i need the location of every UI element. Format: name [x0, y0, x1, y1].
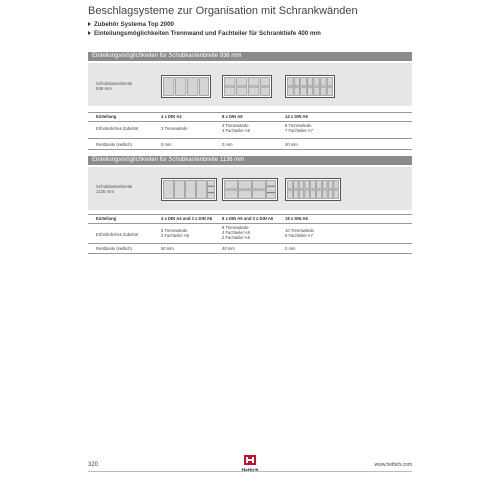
subtitle-1: [88, 21, 174, 28]
zubehoer-line: 8 Trennwände: [222, 225, 249, 230]
zubehoer-line: 7 Fachteiler A7: [285, 128, 313, 134]
subtitle-1-text: Zubehör Systema Top 2000: [94, 21, 175, 28]
section1-col2-einteilung: 8 x DIN A5: [222, 114, 243, 119]
section2-col3-einteilung: 18 x DIN A6: [285, 216, 308, 221]
section1-label-restbreite: Restbreite (seitlich): [96, 142, 132, 147]
drawer-diagram-4xA4: [161, 75, 211, 98]
section2-label-einteilung: Einteilung: [96, 216, 117, 221]
zubehoer-line: 3 Trennwände: [161, 126, 188, 131]
section1-divider: [88, 149, 412, 150]
svg-text:Hettich: Hettich: [241, 468, 259, 474]
section2-col1-einteilung: 4 x DIN A4 und 3 x DIN A6: [161, 216, 213, 221]
section2-divider: [88, 253, 412, 254]
drawer-diagram-14xA6: [285, 75, 335, 98]
drawer-label-line2: 936 mm: [96, 86, 112, 92]
drawer-label-line2: 1136 mm: [96, 189, 114, 195]
section2-col2-zubehoer: [222, 225, 250, 241]
section2-col3-restbreite: 0 mm: [285, 246, 296, 251]
section1-divider: [88, 138, 412, 139]
section1-label-zubehoer: Erforderliches Zubehör: [96, 126, 139, 131]
section2-divider: [88, 243, 412, 244]
zubehoer-line: 2 Fachteiler A6: [222, 235, 250, 241]
zubehoer-line: 4 Fachteiler A5: [222, 128, 250, 134]
drawer-diagram-8xA5-3xA6: [222, 178, 278, 201]
section1-col1-restbreite: 0 mm: [161, 142, 172, 147]
section2-label-zubehoer: Erforderliches Zubehör: [96, 232, 139, 237]
section1-col1-einteilung: 4 x DIN A4: [161, 114, 182, 119]
section2-divider: [88, 223, 412, 224]
zubehoer-line: 4 Fachteiler A6: [222, 230, 250, 236]
page-title: Beschlagsysteme zur Organisation mit Schrankwänden: [88, 5, 358, 17]
zubehoer-line: 9 Fachteiler A7: [285, 233, 313, 239]
section2-drawer-label: [96, 184, 132, 195]
section1-col3-restbreite: 40 mm: [285, 142, 298, 147]
section2-divider: [88, 214, 412, 215]
zubehoer-line: 6 Trennwände: [285, 123, 312, 128]
section1-drawer-label: [96, 81, 132, 92]
section2-col2-restbreite: 40 mm: [222, 246, 235, 251]
section2-header: Einteilungsmöglichkeiten für Schubkastenbreite 1136 mm: [88, 156, 412, 165]
drawer-label-line1: Schubkastenbreite: [96, 184, 133, 189]
page-number: 320: [88, 462, 99, 468]
section1-divider: [88, 112, 412, 113]
website-url[interactable]: www.hettich.com: [374, 462, 412, 468]
section1-col3-zubehoer: [285, 123, 313, 133]
section1-col3-einteilung: 14 x DIN A6: [285, 114, 308, 119]
section1-label-einteilung: Einteilung: [96, 114, 117, 119]
footer-rule: [88, 471, 412, 472]
section2-col2-einteilung: 8 x DIN A5 und 3 x DIN A6: [222, 216, 274, 221]
arrow-icon: [88, 22, 91, 26]
section2-col1-restbreite: 50 mm: [161, 246, 174, 251]
drawer-diagram-4xA4-3xA6: [161, 178, 217, 201]
section1-divider: [88, 121, 412, 122]
section1-col2-zubehoer: [222, 123, 250, 133]
drawer-diagram-8xA5: [222, 75, 272, 98]
section1-col2-restbreite: 0 mm: [222, 142, 233, 147]
arrow-icon: [88, 31, 91, 35]
drawer-diagram-18xA6: [285, 178, 341, 201]
zubehoer-line: 3 Trennwände: [222, 123, 249, 128]
section2-col1-zubehoer: [161, 228, 189, 238]
drawer-label-line1: Schubkastenbreite: [96, 81, 133, 86]
section2-col3-zubehoer: [285, 228, 314, 238]
zubehoer-line: 2 Fachteiler A6: [161, 233, 189, 239]
section1-col1-zubehoer: [161, 126, 188, 131]
section2-label-restbreite: Restbreite (seitlich): [96, 246, 132, 251]
zubehoer-line: 5 Trennwände: [161, 228, 188, 233]
subtitle-2: [88, 30, 321, 37]
zubehoer-line: 10 Trennwände: [285, 228, 314, 233]
subtitle-2-text: Einteilungsmöglichkeiten Trennwand und Fachteiler für Schranktiefe 400 mm: [94, 30, 321, 37]
section1-header: Einteilungsmöglichkeiten für Schubkastenbreite 936 mm: [88, 52, 412, 61]
